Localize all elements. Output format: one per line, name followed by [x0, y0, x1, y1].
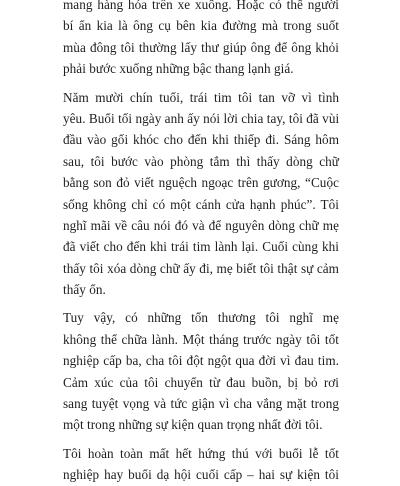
text-line: một trong những sự kiện quan trọng nhất đời tôi.	[63, 417, 323, 433]
text-line: bí ẩn kia là ông cụ bên kia đường mà trong suốt	[63, 18, 339, 34]
text-line: nghiệp hay buổi dạ hội cuối cấp – hai sự kiện tôi	[63, 467, 339, 483]
text-line: Tôi hoàn toàn mất hết hứng thú với buổi lễ tốt	[63, 445, 339, 461]
text-line: mang hàng hóa trên xe xuống. Hoặc có thể người	[63, 0, 339, 12]
text-line: không thể chữa lành. Một tháng trước ngày tôi tốt	[63, 331, 339, 347]
text-line: sau, tôi bước vào phòng tắm thì thấy dòng chữ	[63, 153, 339, 169]
text-line: nghiệp cấp ba, cha tôi đột ngột qua đời vì đau tim.	[63, 353, 339, 369]
text-line: thấy ổn.	[63, 282, 106, 298]
text-line: Cảm xúc của tôi chuyển từ đau buồn, bị bỏ rơi	[63, 374, 339, 390]
text-line: sang tuyệt vọng và tức giận vì cha vắng mặt trong	[63, 396, 339, 412]
text-line: bằng son đỏ viết nguệch ngoạc trên gương, “Cuộc	[63, 175, 339, 191]
text-line: đã viết cho đến khi trái tim lành lại. Cuối cùng khi	[63, 239, 339, 255]
text-line: đầu vào gối khóc cho đến khi thiếp đi. Sáng hôm	[63, 132, 339, 148]
text-line: Tuy vậy, có những tổn thương tôi nghĩ mẹ	[63, 310, 339, 326]
paragraph-3	[63, 307, 339, 435]
body-text	[63, 0, 339, 486]
text-line: thấy tôi xóa dòng chữ ấy đi, mẹ biết tôi thật sự cảm	[63, 260, 339, 276]
text-line: Năm mười chín tuổi, trái tim tôi tan vỡ vì tình	[63, 89, 339, 105]
text-line: yêu. Buổi tối ngày anh ấy nói lời chia tay, tôi đã vùi	[63, 110, 340, 126]
text-line: mùa đông tôi thường lấy thư giúp ông để ông khỏi	[63, 39, 339, 55]
paragraph-4	[63, 443, 339, 486]
paragraph-1	[63, 0, 339, 80]
paragraph-2	[63, 87, 339, 301]
text-line: phải bước xuống những bậc thang lạnh giá.	[63, 61, 294, 77]
text-line: nghĩ mãi về câu nói đó và để nguyên dòng chữ mẹ	[63, 217, 339, 233]
text-line: sống không chỉ có một cánh cửa hạnh phúc”. Tôi	[63, 196, 339, 212]
